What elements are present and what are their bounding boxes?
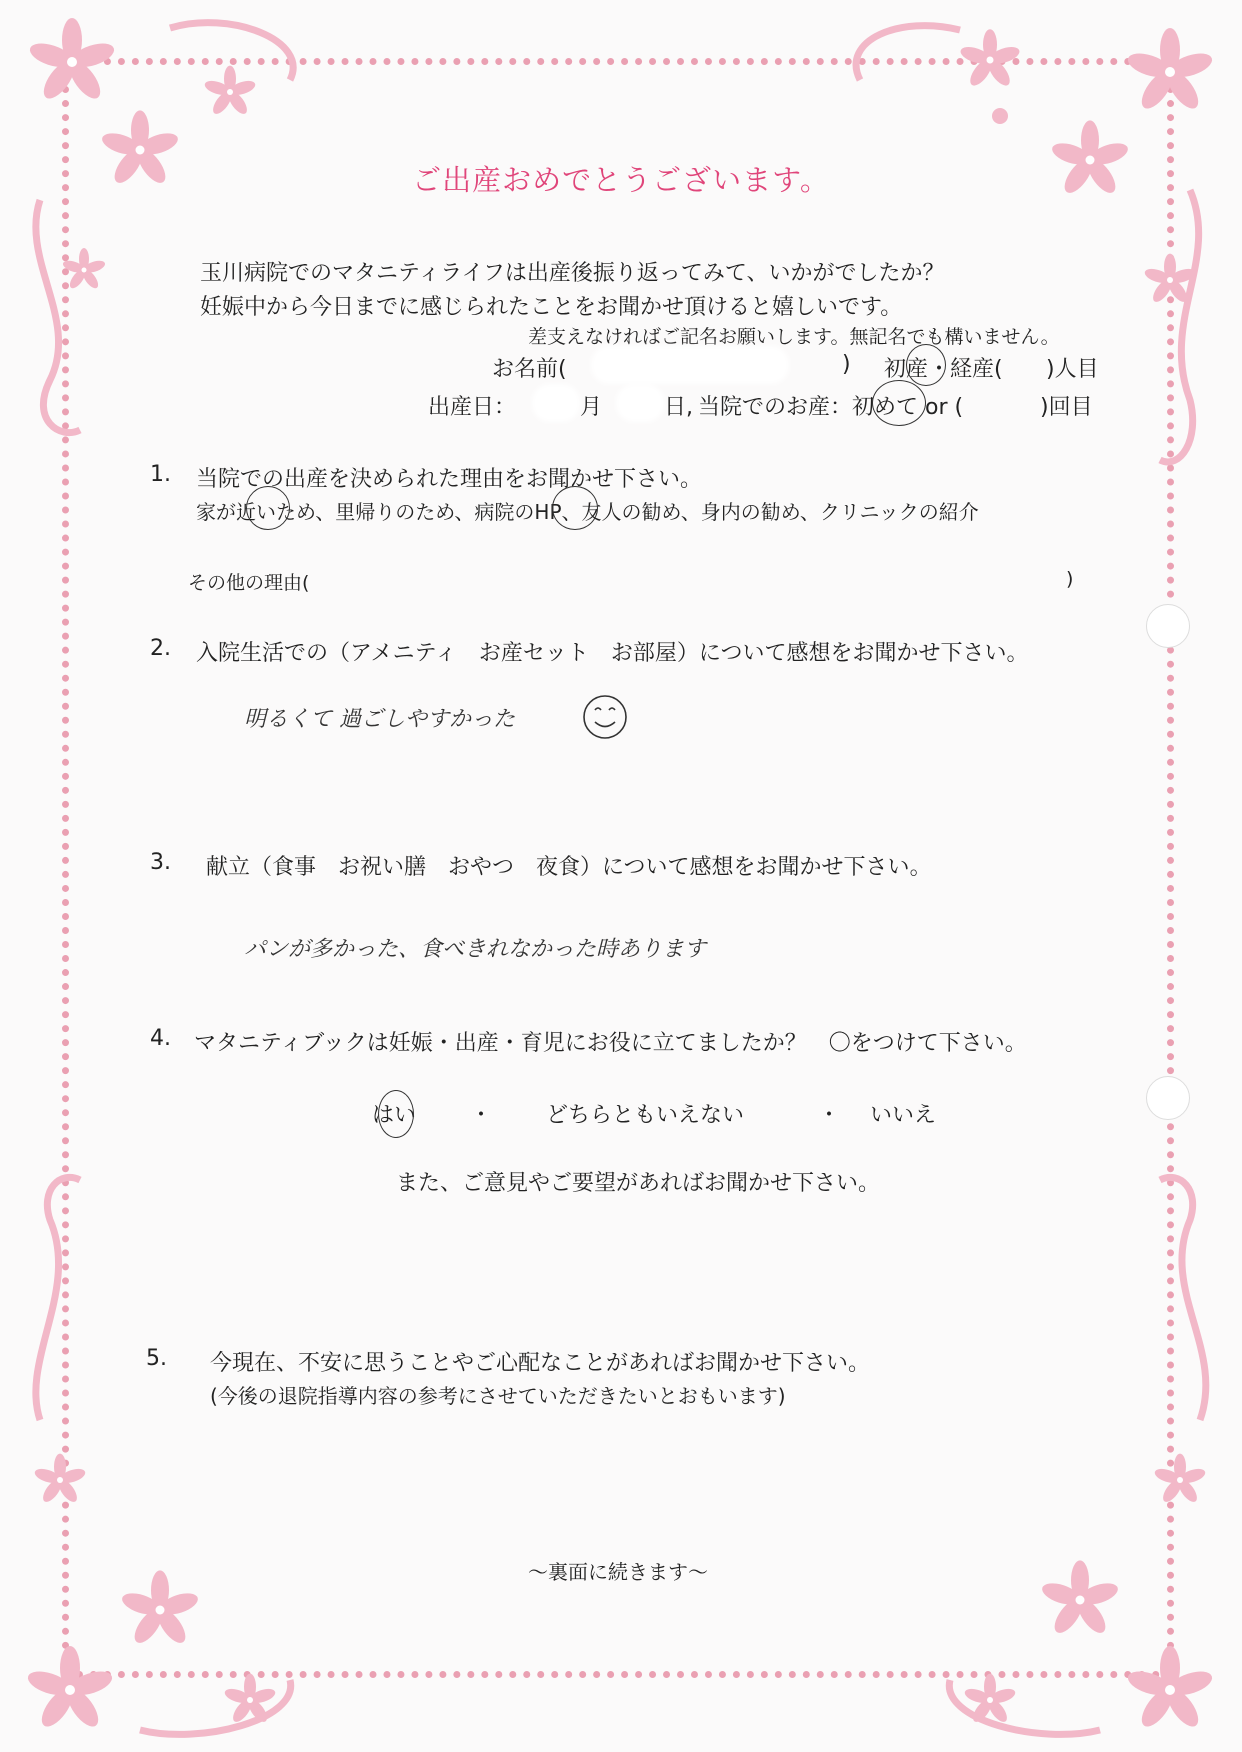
- q4-separator: ・: [818, 1103, 841, 1128]
- q3-handwritten-answer: パンが多かった、食べきれなかった時あります: [244, 937, 707, 962]
- q5-question: 今現在、不安に思うことやご心配なことがあればお聞かせ下さい。: [210, 1351, 871, 1376]
- page-title: ご出産おめでとうございます。: [412, 163, 830, 197]
- handwritten-circle: [872, 380, 926, 426]
- q1-options: 家が近いため、里帰りのため、病院のHP、友人の勧め、身内の勧め、クリニックの紹介: [196, 500, 979, 524]
- name-label: お名前(: [492, 357, 567, 382]
- punch-hole: [1146, 604, 1190, 648]
- flower-icon: [1153, 1454, 1207, 1505]
- q3-question: 献立（食事 お祝い膳 おやつ 夜食）について感想をお聞かせ下さい。: [206, 855, 932, 880]
- handwritten-circle: [906, 344, 946, 386]
- flower-icon: [1125, 28, 1215, 113]
- name-close-paren: ): [842, 352, 851, 377]
- q2-handwritten-answer: 明るくて 過ごしやすかった: [244, 707, 515, 732]
- q5-subtext: (今後の退院指導内容の参考にさせていただきたいとおもいます): [210, 1384, 786, 1408]
- flower-icon: [33, 1454, 87, 1505]
- q4-followup: また、ご意見やご要望があればお聞かせ下さい。: [396, 1171, 881, 1196]
- flower-icon: [27, 18, 117, 103]
- q1-other-label: その他の理由(: [188, 572, 310, 594]
- times-suffix: )回目: [1040, 395, 1093, 420]
- q4-number: 4.: [150, 1026, 171, 1051]
- footer-continued: ～裏面に続きます～: [528, 1560, 708, 1584]
- punch-hole: [1146, 1076, 1190, 1120]
- birth-date-label: 出産日：: [428, 395, 517, 420]
- flower-icon: [120, 1570, 201, 1647]
- q1-number: 1.: [150, 462, 171, 487]
- q4-separator: ・: [470, 1103, 493, 1128]
- day-label: 日,: [664, 395, 693, 420]
- flower-icon: [62, 248, 107, 291]
- q1-other-close: ): [1066, 568, 1074, 590]
- count-suffix: )人目: [1046, 357, 1099, 382]
- q4-choice-neutral: どちらともいえない: [546, 1103, 745, 1128]
- redacted-name: [595, 350, 785, 380]
- handwritten-circle: [378, 1090, 414, 1138]
- hospital-birth-label: 当院でのお産：初めて or (: [698, 395, 964, 420]
- flower-icon: [1040, 1560, 1121, 1637]
- month-label: 月: [580, 395, 603, 420]
- flower-icon: [25, 1646, 115, 1731]
- q3-number: 3.: [150, 850, 171, 875]
- q4-choice-yes: はい: [372, 1103, 417, 1128]
- intro-line-2: 妊娠中から今日までに感じられたことをお聞かせ頂けると嬉しいです。: [200, 295, 903, 320]
- intro-line-1: 玉川病院でのマタニティライフは出産後振り返ってみて、いかがでしたか？: [200, 261, 945, 286]
- q2-question: 入院生活での（アメニティ お産セット お部屋）について感想をお聞かせ下さい。: [196, 641, 1029, 666]
- smiley-icon: [580, 692, 630, 742]
- q4-question: マタニティブックは妊娠・出産・育児にお役に立てましたか？ 〇をつけて下さい。: [194, 1031, 1027, 1056]
- flower-icon: [959, 29, 1022, 89]
- parity-label: 初産・経産(: [884, 357, 1003, 382]
- q1-question: 当院での出産を決められた理由をお聞かせ下さい。: [196, 467, 703, 492]
- intro-note: 差支えなければご記名お願いします。無記名でも構いません。: [528, 326, 1060, 348]
- handwritten-circle: [246, 486, 290, 530]
- redacted-month: [536, 388, 576, 418]
- redacted-day: [620, 388, 660, 418]
- q2-number: 2.: [150, 636, 171, 661]
- flower-icon: [203, 66, 257, 117]
- q5-number: 5.: [146, 1346, 167, 1371]
- flower-icon: [1125, 1646, 1215, 1731]
- handwritten-circle: [552, 486, 598, 530]
- q4-choice-no: いいえ: [870, 1103, 937, 1128]
